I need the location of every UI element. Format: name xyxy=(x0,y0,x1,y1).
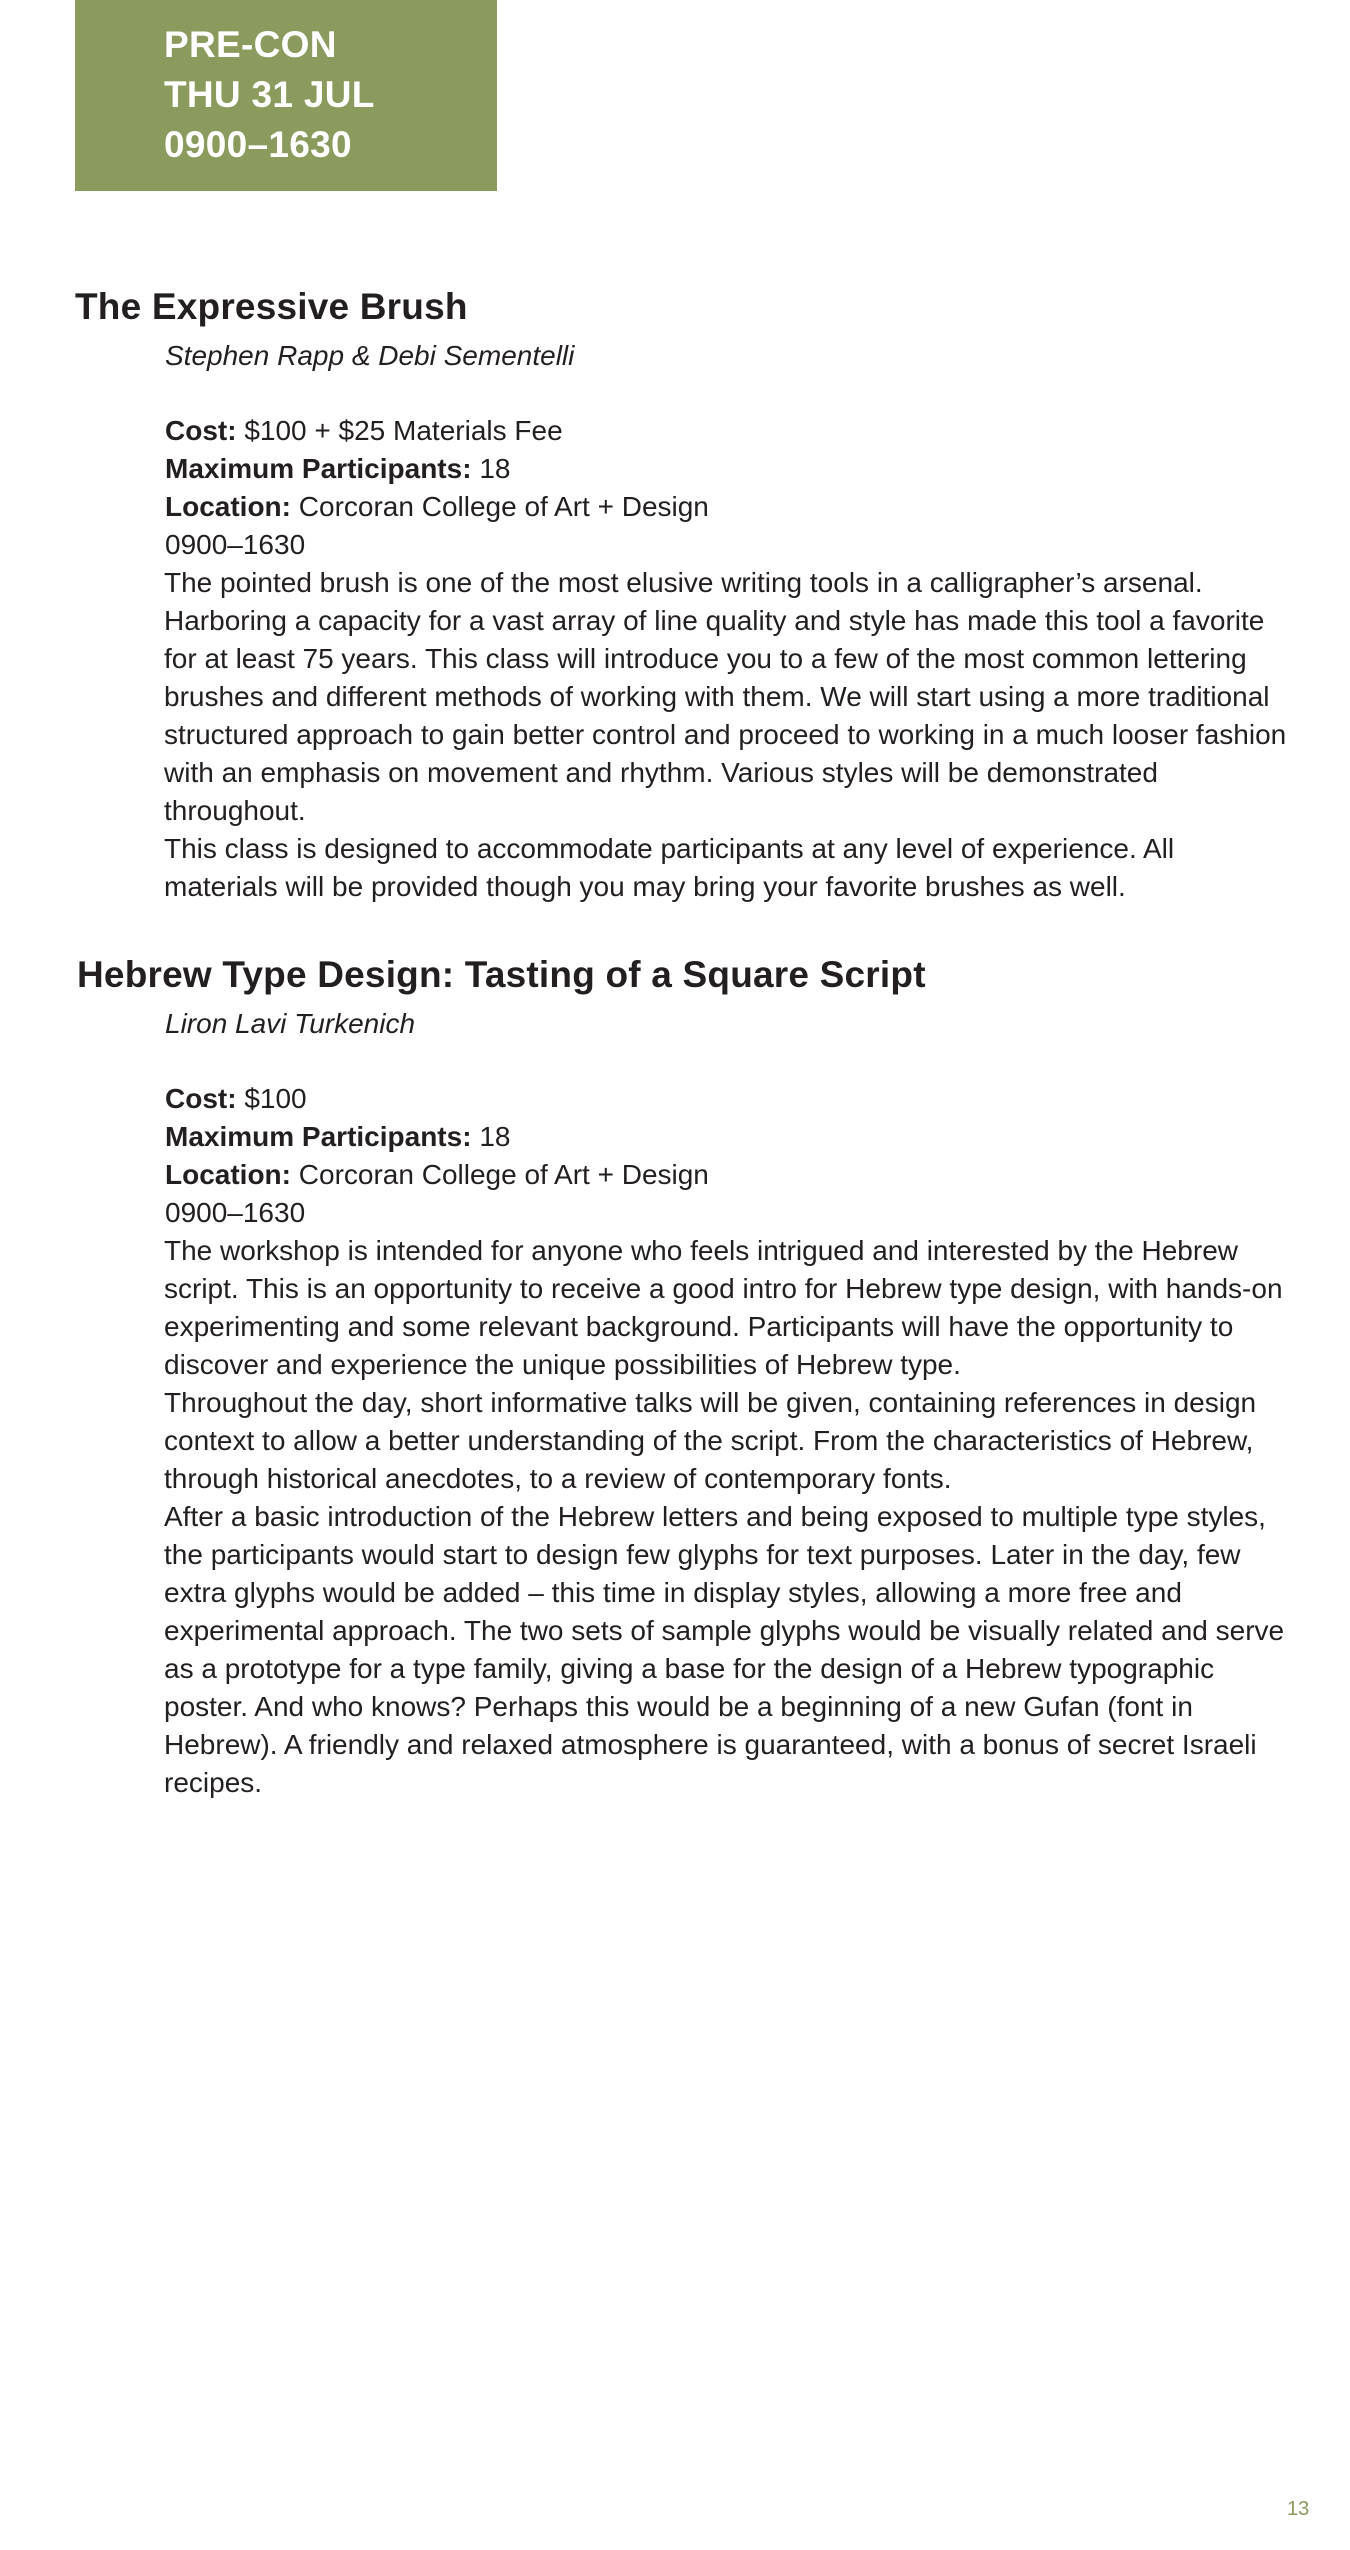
max-participants-value: 18 xyxy=(479,1121,511,1152)
max-participants-label: Maximum Participants: xyxy=(165,453,472,484)
banner-date: THU 31 JUL xyxy=(164,74,375,115)
description-paragraph: After a basic introduction of the Hebrew letters and being exposed to multiple type styles, the participants would start to design few glyphs for text purposes. Later in the day, few extra glyphs would be added – this time in display styles, allowing a more free and experimental approach. The two sets of sample glyphs would be visually related and serve as a prototype for a type family, giving a base for the design of a Hebrew typographic poster. And who knows? Perhaps this would be a beginning of a new Gufan (font in Hebrew). A friendly and relaxed atmosphere is guaranteed, with a bonus of secret Israeli recipes. xyxy=(164,1501,1285,1798)
workshop-hebrew-type-design xyxy=(0,950,1350,1802)
cost-label: Cost: xyxy=(165,415,237,446)
workshop-time: 0900–1630 xyxy=(165,1197,306,1228)
workshop-description xyxy=(164,564,1294,906)
location-row xyxy=(165,1156,1350,1194)
location-label: Location: xyxy=(165,491,291,522)
location-row xyxy=(165,488,1350,526)
workshop-details xyxy=(165,1080,1350,1232)
description-paragraph: Throughout the day, short informative talks will be given, containing references in design context to allow a better understanding of the script. From the characteristics of Hebrew, through historical anecdotes, to a review of contemporary fonts. xyxy=(164,1387,1257,1494)
max-participants-label: Maximum Participants: xyxy=(165,1121,472,1152)
cost-value: $100 xyxy=(244,1083,307,1114)
banner-session-label: PRE-CON xyxy=(164,24,337,65)
page-number: 13 xyxy=(1287,2498,1310,2520)
cost-value: $100 + $25 Materials Fee xyxy=(244,415,563,446)
session-banner xyxy=(75,0,497,191)
workshop-title: Hebrew Type Design: Tasting of a Square Script xyxy=(77,954,926,995)
max-participants-row xyxy=(165,450,1350,488)
cost-row xyxy=(165,1080,1350,1118)
cost-label: Cost: xyxy=(165,1083,237,1114)
location-label: Location: xyxy=(165,1159,291,1190)
max-participants-row xyxy=(165,1118,1350,1156)
max-participants-value: 18 xyxy=(479,453,511,484)
banner-time: 0900–1630 xyxy=(164,124,352,165)
workshop-instructors: Liron Lavi Turkenich xyxy=(165,1008,416,1039)
workshop-instructors: Stephen Rapp & Debi Sementelli xyxy=(165,340,575,371)
description-paragraph: This class is designed to accommodate participants at any level of experience. All materials will be provided though you may bring your favorite brushes as well. xyxy=(164,833,1175,902)
workshop-details xyxy=(165,412,1350,564)
cost-row xyxy=(165,412,1350,450)
workshop-expressive-brush xyxy=(0,282,1350,906)
workshop-description xyxy=(164,1232,1294,1802)
description-paragraph: The pointed brush is one of the most elusive writing tools in a calligrapher’s arsenal. Harboring a capacity for a vast array of line quality and style has made this tool a favorite for at least 75 years. This class will introduce you to a few of the most common lettering brushes and different methods of working with them. We will start using a more traditional structured approach to gain better control and proceed to working in a much looser fashion with an emphasis on movement and rhythm. Various styles will be demonstrated throughout. xyxy=(164,567,1287,826)
description-paragraph: The workshop is intended for anyone who feels intrigued and interested by the Hebrew script. This is an opportunity to receive a good intro for Hebrew type design, with hands-on experimenting and some relevant background. Participants will have the opportunity to discover and experience the unique possibilities of Hebrew type. xyxy=(164,1235,1283,1380)
workshop-title: The Expressive Brush xyxy=(75,286,468,327)
location-value: Corcoran College of Art + Design xyxy=(298,491,709,522)
location-value: Corcoran College of Art + Design xyxy=(298,1159,709,1190)
workshop-time: 0900–1630 xyxy=(165,529,306,560)
